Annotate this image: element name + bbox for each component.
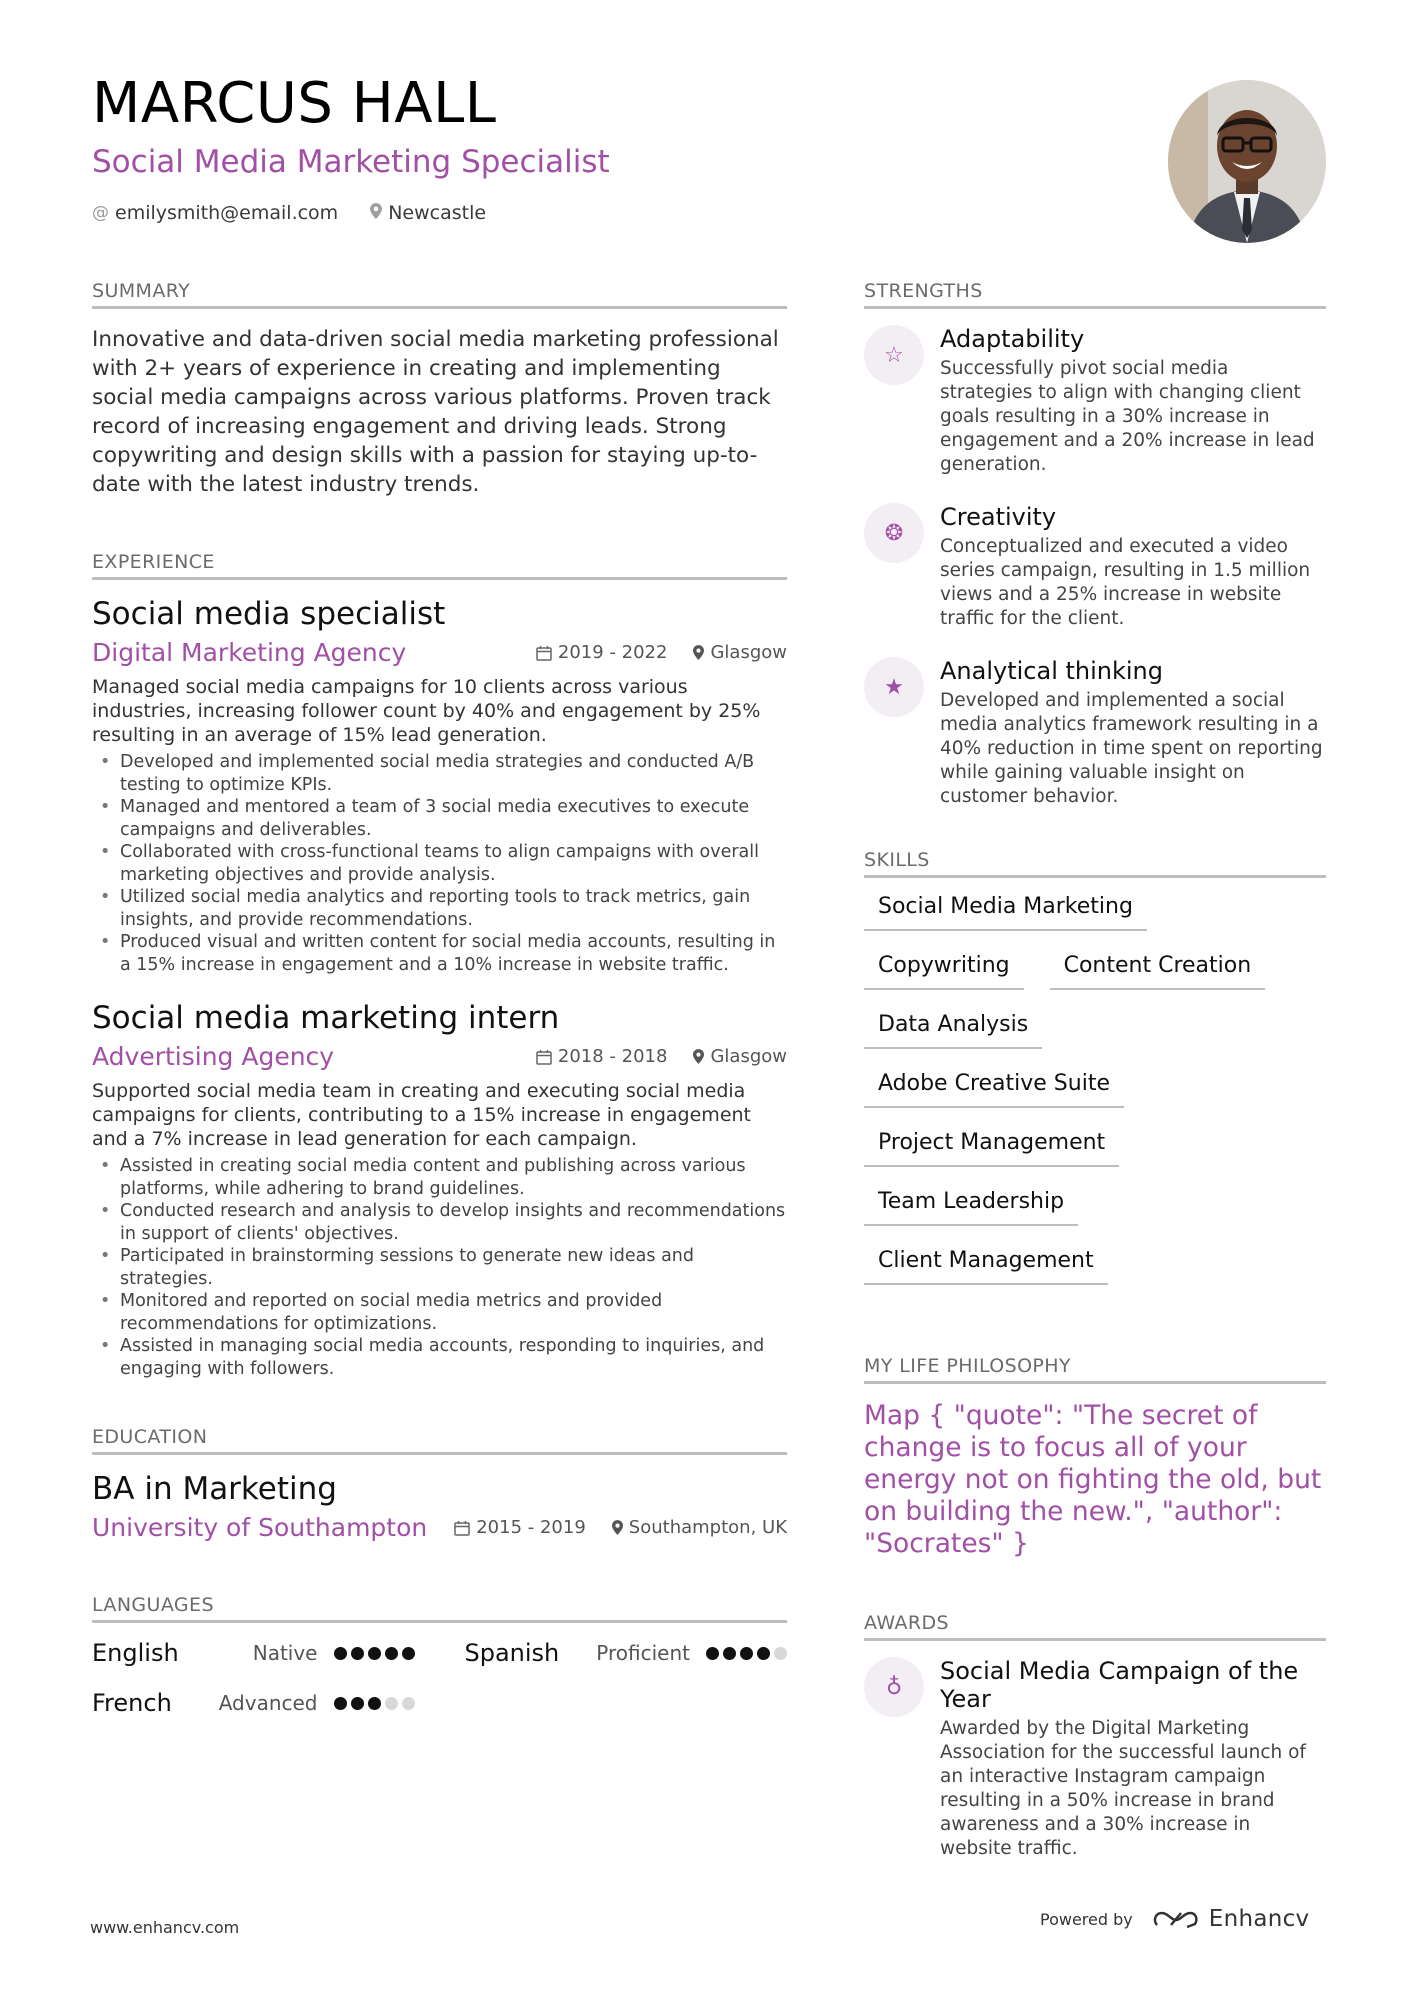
enhancv-logo[interactable]	[1153, 1906, 1310, 1932]
language-item	[465, 1639, 788, 1667]
experience-heading: EXPERIENCE	[92, 551, 787, 580]
philosophy-quote: Map { "quote": "The secret of change is to focus all of your energy not on fighting the old, but on building the new.", "author": "Socrates" }	[864, 1400, 1322, 1559]
language-name: Spanish	[464, 1639, 560, 1667]
languages-section	[92, 1594, 787, 1717]
language-rating	[706, 1647, 787, 1660]
star-outline-icon: ☆	[864, 325, 924, 385]
strength-item	[864, 657, 1326, 809]
job-bullet: • Assisted in creating social media content and publishing across various platforms, while adhering to brand guidelines.	[120, 1155, 787, 1200]
job-bullet: • Managed and mentored a team of 3 social media executives to execute campaigns and deliverables.	[120, 796, 787, 841]
map-pin-icon	[693, 645, 704, 660]
contact-info	[92, 202, 1142, 224]
right-column	[864, 280, 1326, 1919]
location-text: Newcastle	[388, 202, 487, 225]
job-line	[92, 638, 787, 667]
strength-name: Creativity	[940, 503, 1057, 531]
strength-description: Developed and implemented a social media analytics framework resulting in a 40% reduction in time spent on reporting while gaining valuable insight on customer behavior.	[940, 690, 1323, 807]
rating-dot-empty	[385, 1697, 398, 1710]
summary-text: Innovative and data-driven social media marketing professional with 2+ years of experience in creating and implementing social media campaigns across various platforms. Proven track record of increasing engagement and driving leads. Strong copywriting and design skills with a passion for staying up-to-date with the latest industry trends.	[92, 327, 779, 497]
location-contact	[370, 202, 486, 224]
skills-heading: SKILLS	[864, 849, 1326, 878]
strengths-heading: STRENGTHS	[864, 280, 1326, 309]
calendar-icon	[454, 1520, 470, 1536]
skill-tag: Project Management	[864, 1130, 1119, 1167]
awards-heading: AWARDS	[864, 1612, 1326, 1641]
job-meta	[536, 642, 787, 663]
rating-dot-filled	[740, 1647, 753, 1660]
email-contact[interactable]	[92, 202, 338, 224]
strength-name: Adaptability	[940, 325, 1085, 353]
award-item	[864, 1657, 1326, 1861]
strength-description: Conceptualized and executed a video series campaign, resulting in 1.5 million views and a 25% increase in website traffic for the client.	[940, 536, 1311, 629]
rating-dot-filled	[368, 1647, 381, 1660]
education-heading: EDUCATION	[92, 1426, 787, 1455]
rating-dot-filled	[757, 1647, 770, 1660]
job-role: Social media marketing intern	[92, 1000, 560, 1036]
skill-tag: Data Analysis	[864, 1012, 1042, 1049]
job-role: Social media specialist	[92, 596, 446, 632]
skill-tag: Content Creation	[1050, 953, 1266, 990]
map-pin-icon	[370, 203, 382, 224]
skill-tag: Adobe Creative Suite	[864, 1071, 1124, 1108]
language-item	[92, 1689, 415, 1717]
powered-by-text: Powered by	[1040, 1909, 1133, 1929]
job-bullet: • Utilized social media analytics and reporting tools to track metrics, gain insights, and provide recommendations.	[120, 886, 787, 931]
job-meta	[536, 1046, 787, 1067]
education-meta	[454, 1517, 787, 1538]
language-name: French	[92, 1689, 172, 1717]
philosophy-heading: MY LIFE PHILOSOPHY	[864, 1355, 1326, 1384]
job-bullet: • Participated in brainstorming sessions to generate new ideas and strategies.	[120, 1245, 787, 1290]
email-text: emilysmith@email.com	[115, 202, 339, 225]
at-icon: @	[92, 203, 109, 224]
summary-heading: SUMMARY	[92, 280, 787, 309]
skill-tag: Client Management	[864, 1248, 1108, 1285]
portrait-illustration	[1168, 80, 1326, 243]
candidate-title: Social Media Marketing Specialist	[92, 144, 610, 181]
strength-name: Analytical thinking	[940, 657, 1163, 685]
language-rating	[334, 1697, 415, 1710]
calendar-icon	[536, 645, 552, 661]
skills-section	[864, 849, 1326, 1285]
degree: BA in Marketing	[92, 1471, 337, 1507]
summary-section	[92, 280, 787, 499]
rating-dot-filled	[368, 1697, 381, 1710]
enhancv-logo-icon	[1153, 1907, 1199, 1931]
skill-tag: Social Media Marketing	[864, 894, 1147, 931]
rating-dot-filled	[334, 1697, 347, 1710]
job-location: Glasgow	[710, 1046, 787, 1067]
education-line	[92, 1513, 787, 1542]
job-entry	[92, 596, 787, 976]
brain-icon: ❂	[864, 503, 924, 563]
rating-dot-filled	[351, 1697, 364, 1710]
job-dates: 2018 - 2018	[557, 1046, 668, 1067]
job-bullet: • Assisted in managing social media accounts, responding to inquiries, and engaging with followers.	[120, 1335, 787, 1380]
language-level: Native	[252, 1641, 318, 1665]
strength-description: Successfully pivot social media strategies to align with changing client goals resulting in a 30% increase in engagement and a 20% increase in lead generation.	[940, 358, 1315, 475]
strength-item	[864, 325, 1326, 477]
education-section	[92, 1426, 787, 1542]
strength-item	[864, 503, 1326, 631]
map-pin-icon	[612, 1520, 623, 1535]
profile-photo	[1168, 80, 1326, 243]
job-description: Supported social media team in creating and executing social media campaigns for clients, contributing to a 15% increase in engagement and a 7% increase in lead generation for each campaign.	[92, 1080, 751, 1150]
rating-dot-filled	[385, 1647, 398, 1660]
lightbulb-icon: ♁	[864, 1657, 924, 1717]
job-entry	[92, 1000, 787, 1380]
job-bullet: • Collaborated with cross-functional teams to align campaigns with overall marketing objectives and provide analysis.	[120, 841, 787, 886]
job-bullet: • Monitored and reported on social media metrics and provided recommendations for optimizations.	[120, 1290, 787, 1335]
job-bullets	[92, 1155, 787, 1380]
skill-tag: Team Leadership	[864, 1189, 1078, 1226]
language-rating	[334, 1647, 415, 1660]
footer-branding	[1040, 1906, 1309, 1932]
experience-section	[92, 551, 787, 1380]
calendar-icon	[536, 1049, 552, 1065]
job-dates: 2019 - 2022	[557, 642, 668, 663]
job-bullets	[92, 751, 787, 976]
rating-dot-empty	[402, 1697, 415, 1710]
award-name: Social Media Campaign of the Year	[940, 1657, 1299, 1713]
rating-dot-filled	[706, 1647, 719, 1660]
language-level: Advanced	[218, 1691, 318, 1715]
strengths-section	[864, 280, 1326, 809]
award-description: Awarded by the Digital Marketing Association for the successful launch of an interactive Instagram campaign resulting in a 50% increase in brand awareness and a 30% increase in website traffic.	[940, 1718, 1306, 1859]
job-company: Advertising Agency	[92, 1042, 335, 1071]
map-pin-icon	[693, 1049, 704, 1064]
job-bullet: • Conducted research and analysis to develop insights and recommendations in support of clients' objectives.	[120, 1200, 787, 1245]
languages-heading: LANGUAGES	[92, 1594, 787, 1623]
education-location: Southampton, UK	[628, 1517, 787, 1538]
language-item	[92, 1639, 415, 1667]
language-name: English	[92, 1639, 179, 1667]
header	[92, 72, 1142, 224]
job-company: Digital Marketing Agency	[92, 638, 407, 667]
job-location: Glasgow	[710, 642, 787, 663]
philosophy-section	[864, 1355, 1326, 1560]
skill-tag: Copywriting	[864, 953, 1024, 990]
language-level: Proficient	[596, 1641, 690, 1665]
candidate-name: MARCUS HALL	[92, 71, 497, 136]
rating-dot-filled	[723, 1647, 736, 1660]
school: University of Southampton	[92, 1513, 428, 1542]
rating-dot-filled	[351, 1647, 364, 1660]
job-line	[92, 1042, 787, 1071]
star-filled-icon: ★	[864, 657, 924, 717]
footer-website[interactable]: www.enhancv.com	[90, 1918, 240, 1937]
rating-dot-empty	[774, 1647, 787, 1660]
job-bullet: • Produced visual and written content for social media accounts, resulting in a 15% increase in engagement and a 10% increase in website traffic.	[120, 931, 787, 976]
left-column	[92, 280, 787, 1775]
awards-section	[864, 1612, 1326, 1861]
rating-dot-filled	[402, 1647, 415, 1660]
brand-name: Enhancv	[1208, 1906, 1310, 1932]
job-description: Managed social media campaigns for 10 clients across various industries, increasing follower count by 40% and engagement by 25% resulting in an average of 15% lead generation.	[92, 676, 761, 746]
education-dates: 2015 - 2019	[476, 1517, 586, 1538]
job-bullet: • Developed and implemented social media strategies and conducted A/B testing to optimize KPIs.	[120, 751, 787, 796]
skills-list	[864, 894, 1326, 1285]
languages-grid	[92, 1639, 787, 1717]
rating-dot-filled	[334, 1647, 347, 1660]
